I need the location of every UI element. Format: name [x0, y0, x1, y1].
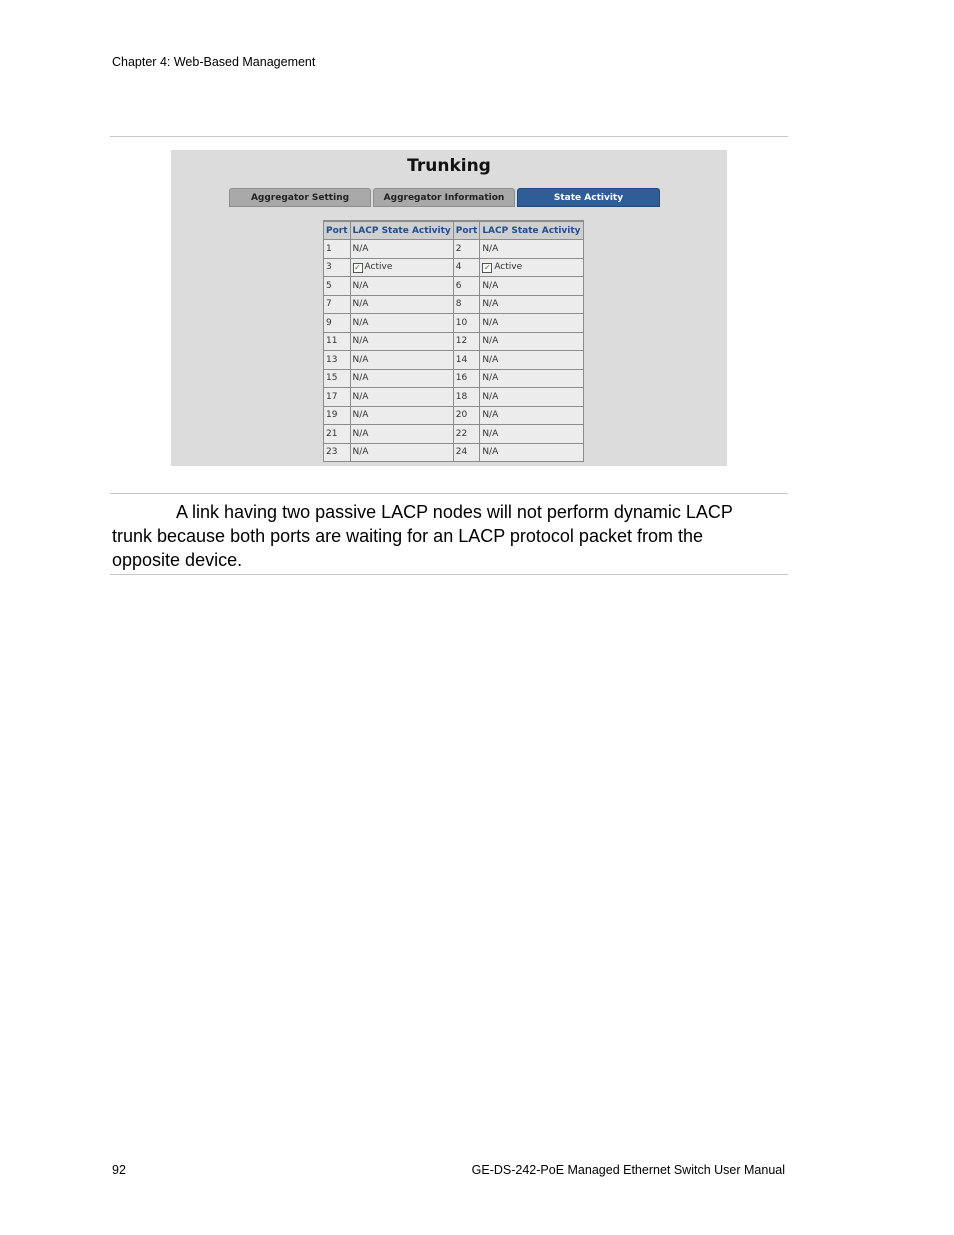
state-cell: [480, 240, 583, 259]
state-label: N/A: [482, 391, 499, 402]
state-label: N/A: [482, 317, 499, 328]
note-text: A link having two passive LACP nodes will not perform dynamic LACP trunk because both ports are waiting for an LACP protocol packet from the opposite device.: [112, 502, 733, 570]
state-label: N/A: [482, 336, 499, 347]
tab-bar: [229, 188, 660, 207]
state-label: N/A: [482, 243, 499, 254]
state-cell: [480, 258, 583, 277]
state-label: N/A: [352, 410, 369, 421]
port-cell: 8: [453, 295, 480, 314]
chapter-header: Chapter 4: Web-Based Management: [112, 55, 316, 69]
port-cell: 5: [324, 277, 351, 296]
table-row: [324, 351, 584, 370]
tab-state-activity[interactable]: State Activity: [517, 188, 660, 207]
state-label: N/A: [482, 428, 499, 439]
screenshot-title: Trunking: [407, 156, 491, 176]
state-cell: [350, 240, 453, 259]
port-cell: 19: [324, 406, 351, 425]
port-cell: 20: [453, 406, 480, 425]
state-label: N/A: [352, 391, 369, 402]
table-row: [324, 240, 584, 259]
port-cell: 16: [453, 369, 480, 388]
table-row: [324, 258, 584, 277]
table-row: [324, 295, 584, 314]
port-cell: 23: [324, 443, 351, 462]
state-cell: [350, 443, 453, 462]
state-label: N/A: [482, 299, 499, 310]
state-cell: [480, 443, 583, 462]
table-row: [324, 369, 584, 388]
state-label: N/A: [352, 280, 369, 291]
column-header-state: LACP State Activity: [350, 221, 453, 240]
port-cell: 15: [324, 369, 351, 388]
column-header-port: Port: [453, 221, 480, 240]
state-cell: [480, 332, 583, 351]
port-cell: 3: [324, 258, 351, 277]
port-cell: 2: [453, 240, 480, 259]
note-paragraph: [112, 500, 772, 572]
column-header-state: LACP State Activity: [480, 221, 583, 240]
port-cell: 24: [453, 443, 480, 462]
active-checkbox[interactable]: ✓: [354, 262, 361, 272]
state-cell: [350, 369, 453, 388]
active-checkbox[interactable]: ✓: [483, 262, 491, 272]
trunking-screenshot: [171, 150, 727, 466]
state-cell: [350, 314, 453, 333]
state-label: N/A: [482, 410, 499, 421]
port-cell: 11: [324, 332, 351, 351]
state-cell: [350, 332, 453, 351]
state-label: Active: [364, 261, 393, 272]
state-label: N/A: [482, 373, 499, 384]
state-label: N/A: [352, 354, 369, 365]
table-body: [324, 240, 584, 462]
port-cell: 17: [324, 388, 351, 407]
state-label: N/A: [352, 243, 369, 254]
state-cell: [480, 295, 583, 314]
state-cell: [480, 351, 583, 370]
state-label: N/A: [352, 373, 369, 384]
state-label: N/A: [352, 317, 369, 328]
state-cell: [350, 277, 453, 296]
state-cell: [350, 295, 453, 314]
port-cell: 9: [324, 314, 351, 333]
port-cell: 7: [324, 295, 351, 314]
divider-bottom: [110, 574, 788, 575]
state-cell: [350, 425, 453, 444]
state-cell: [480, 425, 583, 444]
table-row: [324, 332, 584, 351]
port-cell: 10: [453, 314, 480, 333]
port-cell: 18: [453, 388, 480, 407]
state-label: N/A: [352, 299, 369, 310]
state-cell: [350, 406, 453, 425]
state-label: N/A: [352, 336, 369, 347]
port-cell: 13: [324, 351, 351, 370]
state-cell: [480, 406, 583, 425]
state-cell: [350, 388, 453, 407]
port-cell: 22: [453, 425, 480, 444]
table-row: [324, 425, 584, 444]
tab-aggregator-information[interactable]: Aggregator Information: [373, 188, 515, 207]
state-cell: [480, 314, 583, 333]
table-row: [324, 388, 584, 407]
port-cell: 6: [453, 277, 480, 296]
state-label: N/A: [482, 280, 499, 291]
table-header-row: [324, 221, 584, 240]
column-header-port: Port: [324, 221, 351, 240]
state-label: N/A: [352, 428, 369, 439]
table-row: [324, 314, 584, 333]
state-label: N/A: [482, 354, 499, 365]
port-cell: 14: [453, 351, 480, 370]
table-row: [324, 277, 584, 296]
port-cell: 21: [324, 425, 351, 444]
port-cell: 1: [324, 240, 351, 259]
state-cell: [350, 258, 453, 277]
state-cell: [350, 351, 453, 370]
table-row: [324, 443, 584, 462]
state-cell: [480, 388, 583, 407]
table-row: [324, 406, 584, 425]
manual-title: GE-DS-242-PoE Managed Ethernet Switch User Manual: [471, 1163, 785, 1177]
state-cell: [480, 277, 583, 296]
state-label: Active: [494, 261, 523, 272]
page-number: 92: [112, 1163, 126, 1177]
port-cell: 12: [453, 332, 480, 351]
state-label: N/A: [482, 447, 499, 458]
lacp-state-table: [323, 220, 584, 462]
state-label: N/A: [352, 447, 369, 458]
state-cell: [480, 369, 583, 388]
port-cell: 4: [453, 258, 480, 277]
divider-top: [110, 136, 788, 137]
divider-middle: [110, 493, 788, 494]
tab-aggregator-setting[interactable]: Aggregator Setting: [229, 188, 371, 207]
